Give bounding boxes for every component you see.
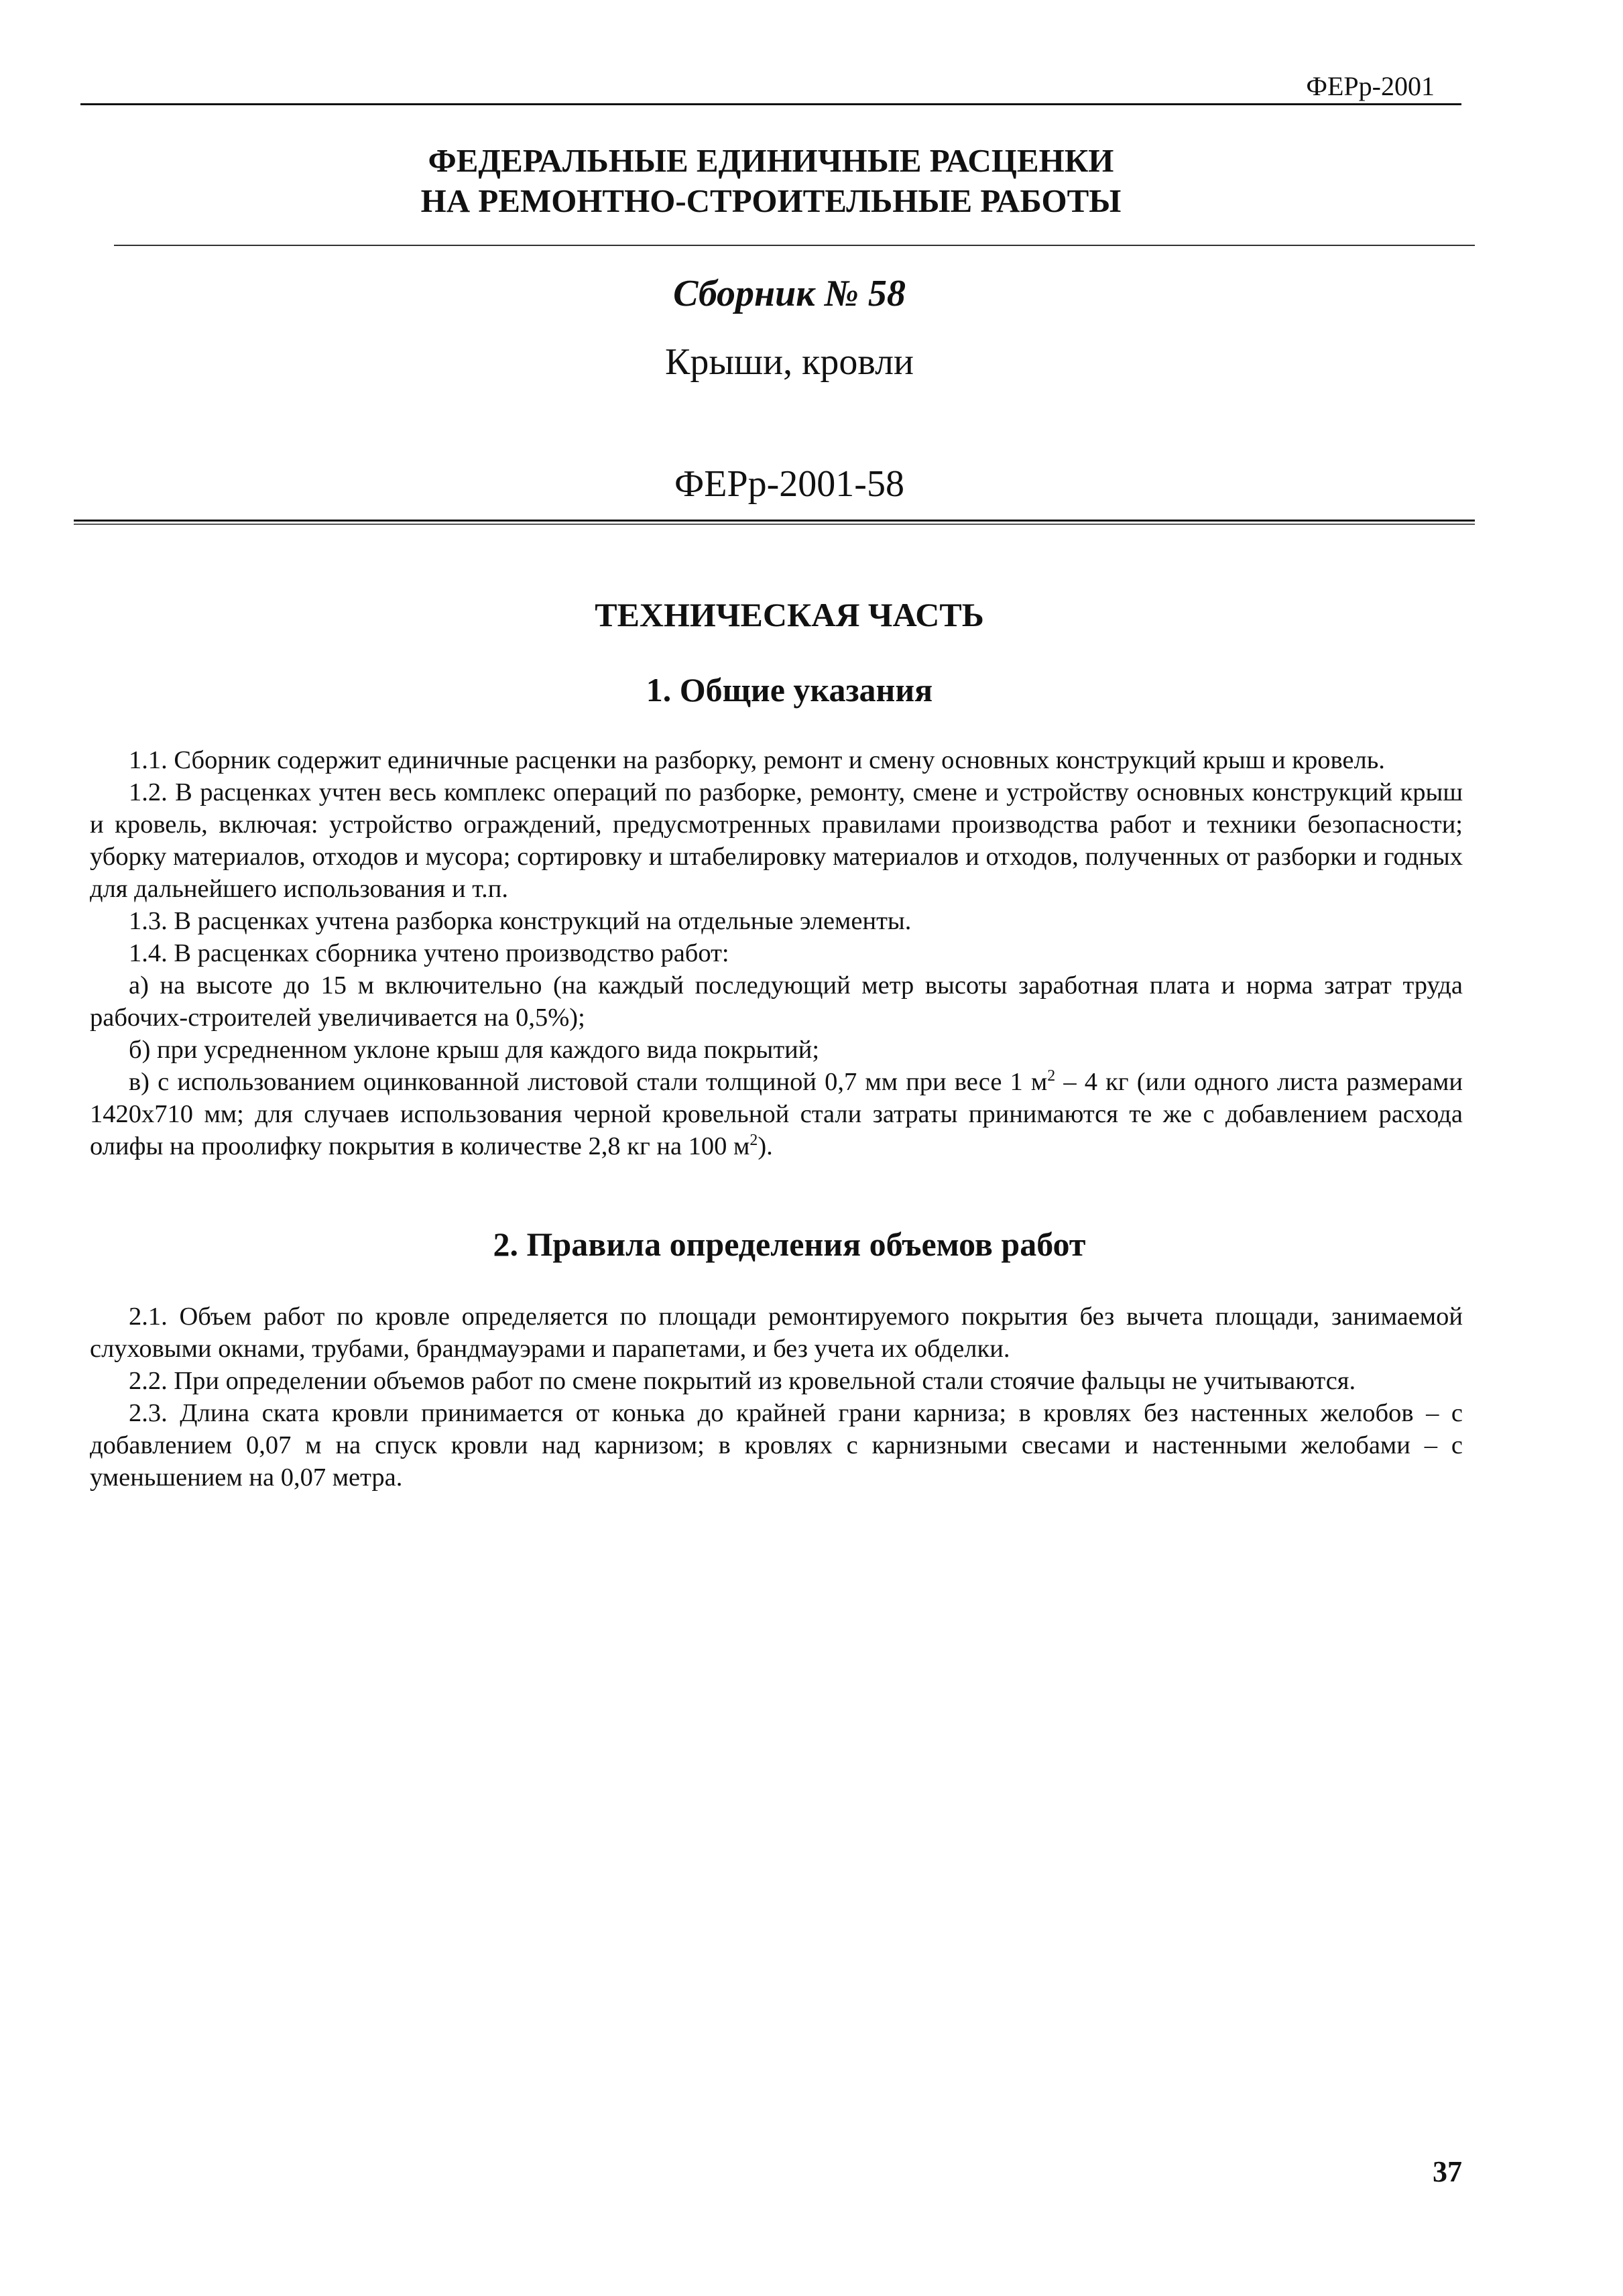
paragraph-1-4-b: б) при усредненном уклоне крыш для каждого вида покрытий; <box>129 1036 820 1064</box>
collection-number: Сборник № 58 <box>673 273 906 314</box>
paragraph-1-1: 1.1. Сборник содержит единичные расценки на разборку, ремонт и смену основных конструкций крыш и кровель. <box>129 746 1385 774</box>
section-1-body <box>90 744 1463 1162</box>
section-2-body <box>90 1301 1463 1494</box>
title-line-1: ФЕДЕРАЛЬНЫЕ ЕДИНИЧНЫЕ РАСЦЕНКИ <box>428 142 1114 179</box>
paragraph-1-4-a: а) на высоте до 15 м включительно (на каждый последующий метр высоты заработная плата и норма затрат труда рабочих-строителей увеличивается на 0,5%); <box>90 971 1463 1032</box>
paragraph-1-4-v-part-1: в) с использованием оцинкованной листовой стали толщиной 0,7 мм при весе 1 м <box>129 1068 1048 1096</box>
paragraph-1-2: 1.2. В расценках учтен весь комплекс операций по разборке, ремонту, смене и устройству основных конструкций крыш и кровель, включая: устройство ограждений, предусмотренных правилами производства работ и техники безопасности; уборку материалов, отходов и мусора; сортировку и штабелировку материалов и отходов, полученных от разборки и годных для дальнейшего использования и т.п. <box>90 778 1463 903</box>
section-1-title: 1. Общие указания <box>646 671 933 709</box>
section-2-title: 2. Правила определения объемов работ <box>493 1225 1086 1263</box>
paragraph-1-4: 1.4. В расценках сборника учтено производство работ: <box>129 939 729 967</box>
title-divider <box>114 245 1475 246</box>
collection-divider <box>74 520 1475 525</box>
paragraph-2-1: 2.1. Объем работ по кровле определяется по площади ремонтируемого покрытия без вычета площади, занимаемой слуховыми окнами, трубами, брандмауэрами и парапетами, и без учета их обделки. <box>90 1303 1463 1363</box>
superscript-square: 2 <box>1047 1067 1056 1085</box>
paragraph-2-3: 2.3. Длина ската кровли принимается от конька до крайней грани карниза; в кровлях без настенных желобов – с добавлением 0,07 м на спуск кровли над карнизом; в кровлях с карнизными свесами и настенными желобами – с уменьшением на 0,07 метра. <box>90 1399 1463 1492</box>
collection-code: ФЕРр-2001-58 <box>674 463 904 505</box>
page-number: 37 <box>1433 2155 1462 2188</box>
paragraph-2-2: 2.2. При определении объемов работ по смене покрытий из кровельной стали стоячие фальцы не учитываются. <box>129 1367 1356 1395</box>
part-title: ТЕХНИЧЕСКАЯ ЧАСТЬ <box>595 596 984 633</box>
running-header-text: ФЕРр-2001 <box>1306 71 1435 101</box>
document-title <box>80 141 1461 221</box>
running-header <box>80 67 1461 105</box>
paragraph-1-4-v-part-2: – 4 кг (или одного листа размерами 1420х710 мм; для случаев использования черной кровельной стали затраты принимаются те же с добавлением расхода олифы на проолифку покрытия в количестве 2,8 кг на 100 м <box>90 1068 1463 1160</box>
paragraph-1-4-v-part-3: ). <box>758 1132 773 1160</box>
paragraph-1-4-v <box>90 1066 1463 1162</box>
paragraph-1-3: 1.3. В расценках учтена разборка конструкций на отдельные элементы. <box>129 907 912 935</box>
superscript-square: 2 <box>749 1132 758 1150</box>
title-line-2: НА РЕМОНТНО-СТРОИТЕЛЬНЫЕ РАБОТЫ <box>420 182 1122 219</box>
collection-name: Крыши, кровли <box>665 341 914 383</box>
